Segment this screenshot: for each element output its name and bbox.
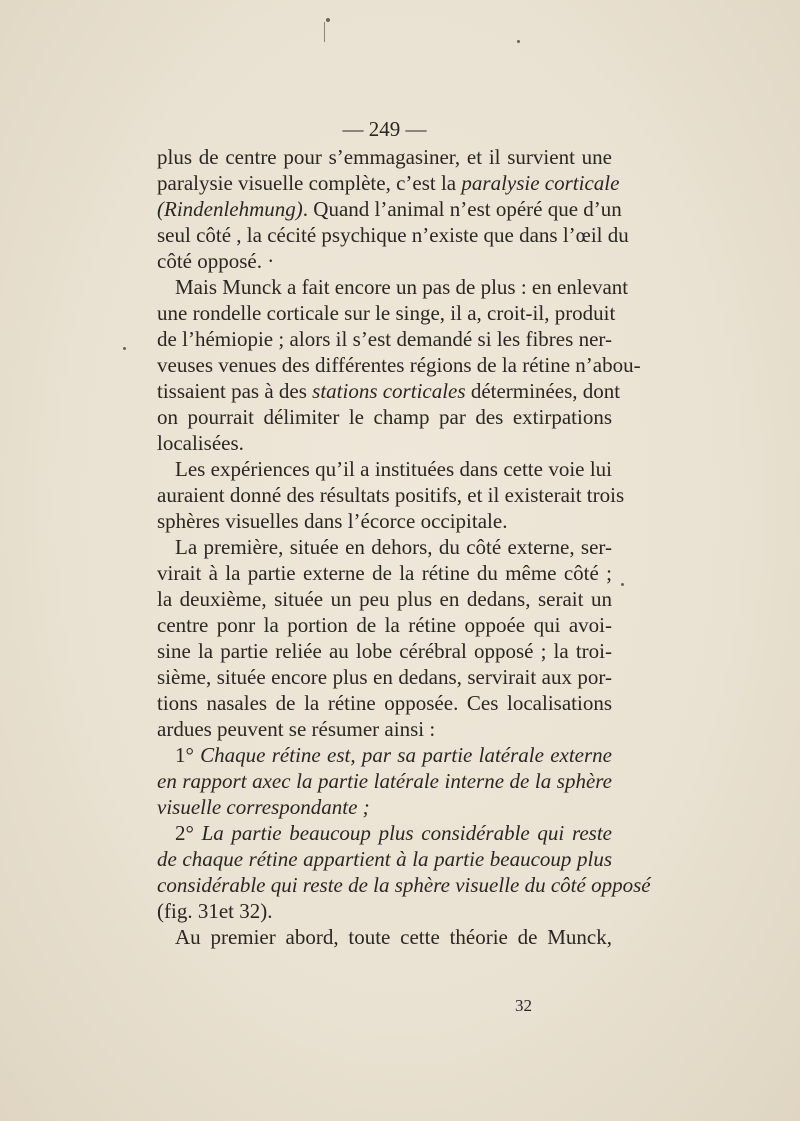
text-line [157,196,622,222]
text-lines [157,144,651,950]
line-text: ardues peuvent se résumer ainsi : [157,717,436,741]
page-text [157,116,651,950]
line-italic-text: en rapport axec la partie latérale interne de la sphère [157,769,612,793]
text-line [157,820,612,846]
page-number-header: — 249 — [342,117,427,141]
text-line [157,404,612,430]
line-text: (fig. 31et 32). [157,899,273,923]
text-line [157,664,612,690]
line-text: centre ponr la portion de la rétine oppoée qui avoi- [157,613,612,637]
text-line [157,534,612,560]
line-italic-text: (Rindenlehmung) [157,197,303,221]
text-line [157,690,612,716]
ink-speck [326,18,330,22]
line-text: paralysie visuelle complète, c’est la [157,171,462,195]
binding-mark [324,22,325,42]
text-line [157,352,641,378]
text-line [157,482,625,508]
text-line [157,508,612,534]
line-text: auraient donné des résultats positifs, et il existerait trois [157,483,625,507]
line-text: localisées. [157,431,244,455]
text-line [157,144,612,170]
line-text: 2° [175,821,202,845]
text-line [157,170,620,196]
text-line [157,794,612,820]
text-line [157,222,629,248]
text-line [157,846,612,872]
ink-speck [517,40,520,43]
line-text: Mais Munck a fait encore un pas de plus : en enlevant [175,275,629,299]
line-text: déterminées, dont [465,379,621,403]
line-italic-text: de chaque rétine appartient à la partie beaucoup plus [157,847,612,871]
text-line [157,872,651,898]
line-italic-text: paralysie corticale [461,171,620,195]
line-text: virait à la partie externe de la rétine du même côté ; [157,561,612,585]
text-line [157,274,629,300]
line-text: veuses venues des différentes régions de la rétine n’abou- [157,353,641,377]
line-italic-text: stations corticales [312,379,466,403]
line-text: sphères visuelles dans l’écorce occipitale. [157,509,508,533]
text-line [157,612,612,638]
text-line [157,378,621,404]
line-text: 1° [175,743,201,767]
line-text: plus de centre pour s’emmagasiner, et il survient une [157,145,612,169]
text-line [157,560,612,586]
text-line [157,248,612,274]
ink-speck [621,583,624,586]
line-text: de l’hémiopie ; alors il s’est demandé si les fibres ner- [157,327,612,351]
text-line [157,716,612,742]
line-text: on pourrait délimiter le champ par des extirpations [157,405,612,429]
line-text: seul côté , la cécité psychique n’existe que dans l’œil du [157,223,629,247]
text-line [157,326,612,352]
text-line [157,638,612,664]
line-text: tissaient pas à des [157,379,313,403]
line-text: . Quand l’animal n’est opéré que d’un [302,197,622,221]
text-line [157,456,612,482]
text-line [157,742,612,768]
signature-mark: 32 [515,996,532,1015]
line-text: une rondelle corticale sur le singe, il a, croit-il, produit [157,301,616,325]
line-text: tions nasales de la rétine opposée. Ces localisations [157,691,612,715]
line-text: sième, située encore plus en dedans, servirait aux por- [157,665,612,689]
line-text: Au premier abord, toute cette théorie de Munck, [175,925,612,949]
line-italic-text: considérable qui reste de la sphère visuelle du côté opposé [157,873,651,897]
line-text: sine la partie reliée au lobe cérébral opposé ; la troi- [157,639,612,663]
line-text: la deuxième, située un peu plus en dedans, serait un [157,587,612,611]
text-line [157,586,612,612]
line-italic-text: La partie beaucoup plus considérable qui reste [201,821,612,845]
line-text: Les expériences qu’il a instituées dans cette voie lui [175,457,612,481]
text-line [157,430,612,456]
line-italic-text: Chaque rétine est, par sa partie latérale externe [200,743,612,767]
text-line [157,898,612,924]
ink-speck [123,347,126,350]
line-text: La première, située en dehors, du côté externe, ser- [175,535,612,559]
text-line [157,300,616,326]
text-line [157,924,612,950]
line-text: côté opposé. · [157,249,275,273]
line-italic-text: visuelle correspondante ; [157,795,370,819]
text-line [157,768,612,794]
